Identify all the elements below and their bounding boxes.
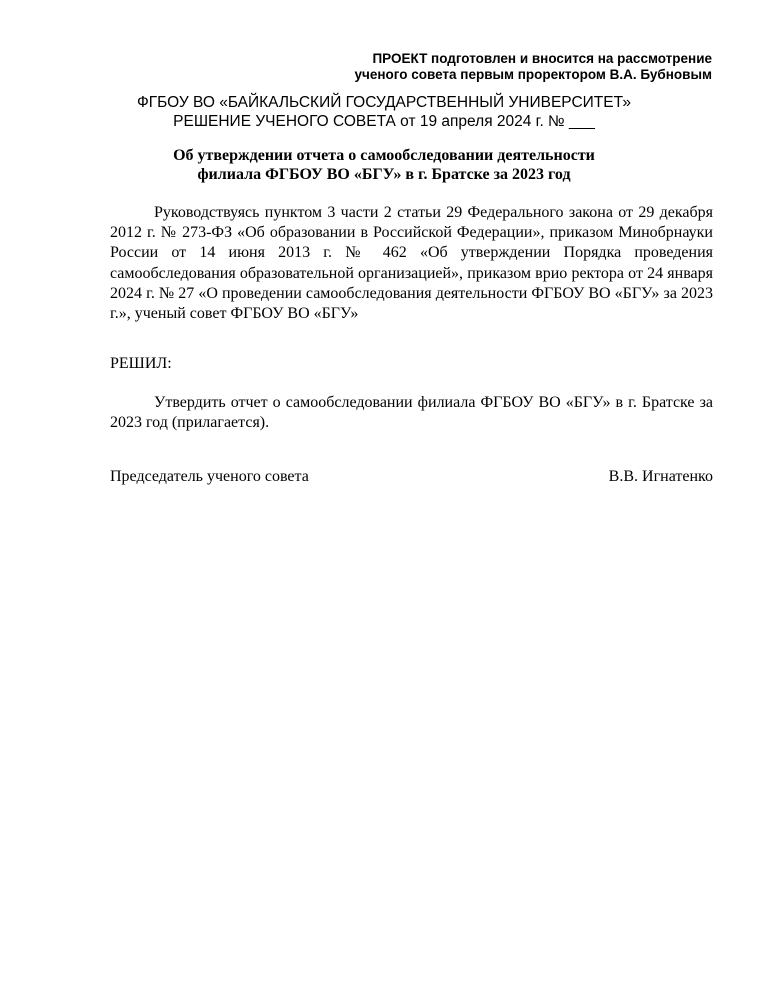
title-line-2: филиала ФГБОУ ВО «БГУ» в г. Братске за 2023 год bbox=[197, 166, 571, 183]
document-header bbox=[0, 93, 768, 131]
draft-note-line-2: ученого совета первым проректором В.А. Бубновым bbox=[354, 67, 712, 82]
signatory-name: В.В. Игнатенко bbox=[608, 468, 713, 485]
preamble-paragraph: Руководствуясь пунктом 3 части 2 статьи 29 Федерального закона от 29 декабря 2012 г. № 273-ФЗ «Об образовании в Российской Федерации», приказом Минобрнауки России от 14 июня 2013 г. № 462 «Об утверждении Порядка проведения самообследования образовательной организацией», приказом врио ректора от 24 января 2024 г. № 27 «О проведении самообследования деятельности ФГБОУ ВО «БГУ» за 2023 г.», ученый совет ФГБОУ ВО «БГУ» bbox=[110, 204, 713, 323]
document-title bbox=[0, 146, 768, 184]
title-line-1: Об утверждении отчета о самообследовании деятельности bbox=[173, 147, 595, 164]
decision-heading: РЕШЕНИЕ УЧЕНОГО СОВЕТА от 19 апреля 2024 г. № ___ bbox=[173, 113, 595, 130]
institution-name: ФГБОУ ВО «БАЙКАЛЬСКИЙ ГОСУДАРСТВЕННЫЙ УНИВЕРСИТЕТ» bbox=[136, 94, 632, 111]
draft-note-line-1: ПРОЕКТ подготовлен и вносится на рассмотрение bbox=[372, 51, 712, 66]
draft-note bbox=[355, 51, 712, 83]
signature-block bbox=[110, 467, 713, 487]
signatory-position: Председатель ученого совета bbox=[110, 468, 309, 485]
resolved-label: РЕШИЛ: bbox=[110, 355, 172, 372]
resolution-paragraph: Утвердить отчет о самообследовании филиала ФГБОУ ВО «БГУ» в г. Братске за 2023 год (прилагается). bbox=[110, 394, 713, 432]
